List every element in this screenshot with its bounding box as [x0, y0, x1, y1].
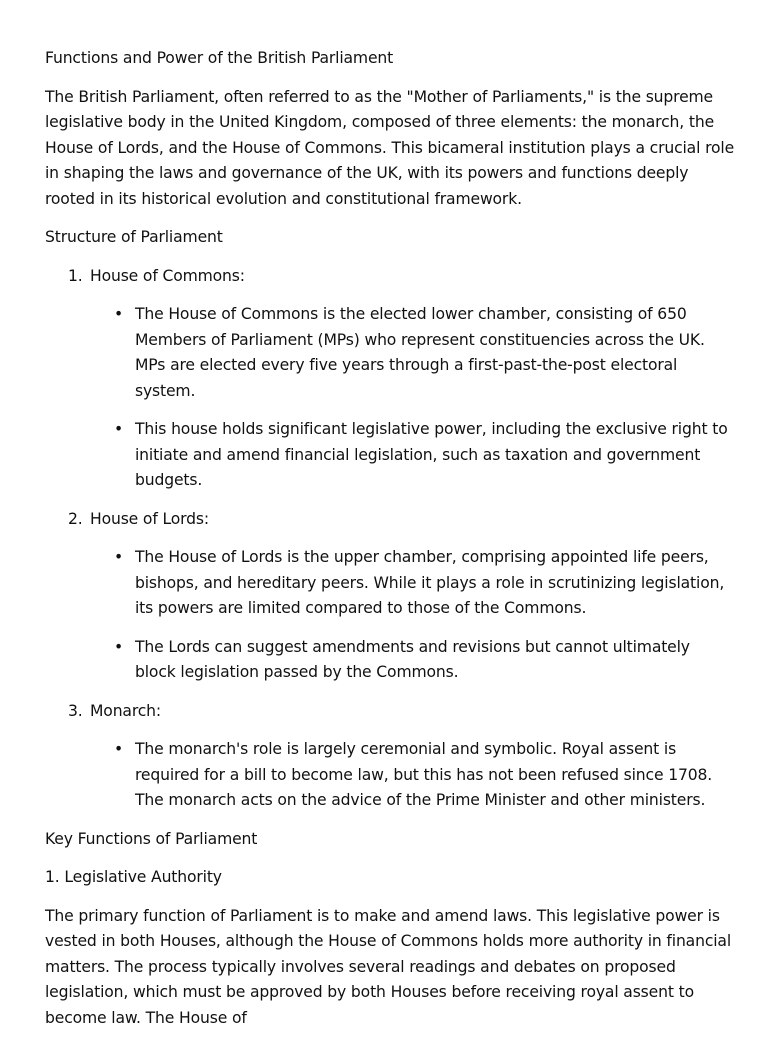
- section-label: House of Commons:: [90, 266, 245, 285]
- structure-heading: Structure of Parliament: [45, 228, 223, 246]
- bullet-list: [90, 302, 735, 494]
- bullet-icon: •: [114, 305, 124, 323]
- bullet-list: [90, 545, 735, 686]
- section-number: 2.: [68, 509, 83, 528]
- list-item: [90, 545, 735, 622]
- intro-paragraph: The British Parliament, often referred to as the "Mother of Parliaments," is the supreme legislative body in the United Kingdom, composed of three elements: the monarch, the House of Lords, and the House of Commons. This bicameral institution plays a crucial role in shaping the laws and governance of the UK, with its powers and functions deeply rooted in its historical evolution and constitutional framework.: [45, 87, 735, 208]
- bullet-text: The House of Commons is the elected lower chamber, consisting of 650 Members of Parliament (MPs) who represent constituencies across the UK. MPs are elected every five years through a first-past-the-post electoral system.: [135, 305, 705, 400]
- bullet-text: The Lords can suggest amendments and revisions but cannot ultimately block legislation passed by the Commons.: [135, 637, 690, 681]
- list-item: [90, 737, 735, 814]
- list-item: [90, 302, 735, 404]
- section-house-of-lords: [45, 507, 735, 686]
- section-label: Monarch:: [90, 701, 162, 720]
- section-number: 1.: [68, 266, 83, 285]
- bullet-list: [90, 737, 735, 814]
- bullet-text: This house holds significant legislative power, including the exclusive right to initiate and amend financial legislation, such as taxation and government budgets.: [135, 420, 728, 489]
- functions-heading: Key Functions of Parliament: [45, 829, 258, 848]
- bullet-icon: •: [114, 548, 124, 566]
- section-label: House of Lords:: [90, 509, 209, 528]
- structure-list: [45, 264, 735, 814]
- list-item: [90, 417, 735, 494]
- document-page: [45, 46, 735, 1044]
- list-item: [90, 635, 735, 686]
- bullet-text: The House of Lords is the upper chamber, comprising appointed life peers, bishops, and hereditary peers. While it plays a role in scrutinizing legislation, its powers are limited compared to those of the Commons.: [135, 548, 725, 617]
- bullet-text: The monarch's role is largely ceremonial and symbolic. Royal assent is required for a bill to become law, but this has not been refused since 1708. The monarch acts on the advice of the Prime Minister and other ministers.: [135, 740, 713, 809]
- legislative-heading: 1. Legislative Authority: [45, 868, 222, 886]
- section-number: 3.: [68, 701, 83, 720]
- document-title: Functions and Power of the British Parliament: [45, 49, 394, 67]
- section-house-of-commons: [45, 264, 735, 494]
- bullet-icon: •: [114, 740, 124, 758]
- legislative-paragraph: The primary function of Parliament is to make and amend laws. This legislative power is vested in both Houses, although the House of Commons holds more authority in financial matters. The process typically involves several readings and debates on proposed legislation, which must be approved by both Houses before receiving royal assent to become law. The House of: [45, 906, 732, 1027]
- section-monarch: [45, 699, 735, 814]
- bullet-icon: •: [114, 420, 124, 438]
- bullet-icon: •: [114, 637, 124, 656]
